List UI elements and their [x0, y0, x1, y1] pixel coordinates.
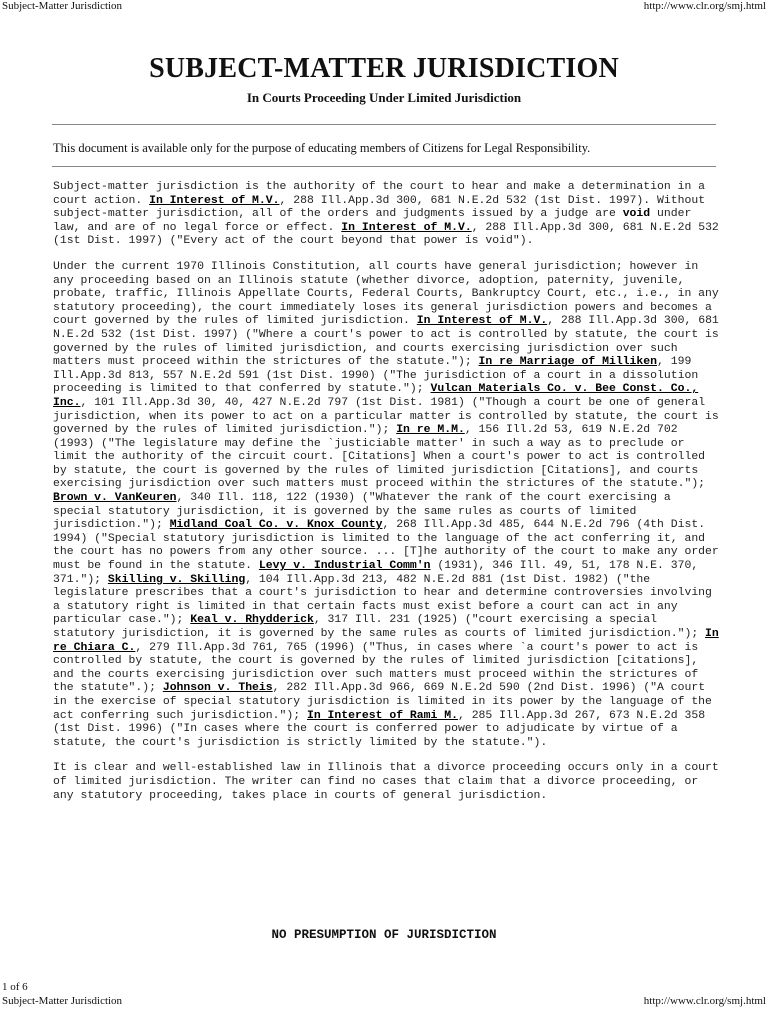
- text-span: , 199 Ill.App.3d 813, 557 N.E.2d 591 (1st Dist. 1990) ("The jurisdiction of a court in a dissolution proceeding is limited to that conferred by statute.");: [53, 355, 699, 396]
- text-span: , 288 Ill.App.3d 300, 681 N.E.2d 532 (1st Dist. 1997). Without subject-matter jurisdiction, all of the orders and judgments issued by a judge are: [53, 193, 706, 221]
- case-citation: In Interest of M.V.: [341, 220, 472, 234]
- text-span: , 156 Ill.2d 53, 619 N.E.2d 702 (1993) ("The legislature may define the `justiciable matter' in such a way as to preclude or limit the authority of the circuit court. [Citations] When a court's power to act is controlled by statute, the court is governed by the rules of limited jurisdiction [Citations], and courts exercising jurisdiction over such matters must proceed within the strictures of the statute.");: [53, 423, 706, 491]
- text-span: (1931), 346 Ill. 49, 51, 178 N.E. 370, 371.");: [53, 559, 699, 586]
- text-span: Under the current 1970 Illinois Constitution, all courts have general jurisdiction; however in any proceeding based on an Illinois statute (whether divorce, adoption, paternity, juvenile, probate, traffic, Illinois Appellate Courts, Federal Courts, Bankruptcy Court, etc., i.e., in any statutory proceeding), the court immediately loses its general jurisdiction powers and becomes a court governed by the rules of limited jurisdiction.: [53, 259, 719, 328]
- print-footer: [0, 995, 768, 1009]
- divider-top: [52, 124, 716, 125]
- header-title: Subject-Matter Jurisdiction: [2, 0, 123, 12]
- text-span: under law, and are of no legal force or effect.: [53, 207, 692, 234]
- case-citation: In Interest of M.V.: [416, 314, 548, 328]
- text-span: , 104 Ill.App.3d 213, 482 N.E.2d 881 (1st Dist. 1982) ("the legislature prescribes that a court's jurisdiction to hear and determine controversies involving a statutory right is limited in that certain facts must exist before a court can act in any particular case.");: [53, 572, 712, 627]
- paragraph-divorce: It is clear and well-established law in Illinois that a divorce proceeding occurs only in a court of limited jurisdiction. The writer can find no cases that claim that a divorce proceeding, or any statutory proceeding, takes place in courts of general jurisdiction.: [53, 761, 719, 802]
- case-citation: Vulcan Materials Co. v. Bee Const. Co., Inc.: [53, 382, 699, 409]
- case-citation: In Interest of Rami M.: [306, 708, 458, 722]
- paragraph-limited-jurisdiction: [53, 260, 721, 749]
- text-span: , 288 Ill.App.3d 300, 681 N.E.2d 532 (1st Dist. 1997) ("Where a court's power to act is controlled by statute, the court is governed by the rules of limited jurisdiction, and courts exercising jurisdiction over such matters must proceed within the strictures of the statute.");: [53, 314, 719, 369]
- case-citation: Midland Coal Co. v. Knox County: [169, 518, 383, 532]
- footer-url: http://www.clr.org/smj.html: [643, 995, 766, 1007]
- document-body: [53, 180, 721, 814]
- footer-title: Subject-Matter Jurisdiction: [2, 995, 123, 1007]
- text-span: Subject-matter jurisdiction is the authority of the court to hear and make a determination in a court action.: [53, 180, 706, 207]
- text-span: , 285 Ill.App.3d 267, 673 N.E.2d 358 (1st Dist. 1996) ("In cases where the court is conferred power to adjudicate by virtue of a statute, the court's jurisdiction is strictly limited by the statute.").: [53, 708, 706, 749]
- emphasis-void: void: [622, 207, 651, 221]
- case-citation: Keal v. Rhydderick: [190, 613, 314, 627]
- text-span: , 282 Ill.App.3d 966, 669 N.E.2d 590 (2nd Dist. 1996) ("A court in the exercise of special statutory jurisdiction is limited in its power by the language of the act conferring such jurisdiction.");: [53, 681, 712, 722]
- case-citation: In re Chiara C.: [53, 627, 719, 654]
- text-span: , 288 Ill.App.3d 300, 681 N.E.2d 532 (1st Dist. 1997) ("Every act of the court beyond that power is void").: [53, 220, 719, 248]
- text-span: , 317 Ill. 231 (1925) ("court exercising a special statutory jurisdiction, it is governed by the same rules as courts of limited jurisdiction.");: [53, 613, 706, 640]
- case-citation: Levy v. Industrial Comm'n: [258, 559, 431, 573]
- paragraph-definition: [53, 180, 721, 248]
- case-citation: Skilling v. Skilling: [107, 572, 246, 586]
- case-citation: Brown v. VanKeuren: [53, 491, 177, 505]
- case-citation: In re M.M.: [396, 423, 465, 437]
- text-span: , 279 Ill.App.3d 761, 765 (1996) ("Thus, in cases where `a court's power to act is controlled by statute, the court is governed by the rules of limited jurisdiction [citations], and the courts exercising jurisdiction over such matters must proceed within the strictures of the statute".);: [53, 640, 699, 695]
- page-number: 1 of 6: [2, 981, 28, 993]
- document-title: SUBJECT-MATTER JURISDICTION: [149, 53, 619, 84]
- section-heading: NO PRESUMPTION OF JURISDICTION: [271, 928, 497, 942]
- text-span: , 101 Ill.App.3d 30, 40, 427 N.E.2d 797 (1st Dist. 1981) ("Though a court be one of general jurisdiction, when its power to act on a particular matter is controlled by statute, the court is governed by the rules of limited jurisdiction.");: [53, 395, 719, 437]
- header-url: http://www.clr.org/smj.html: [643, 0, 766, 12]
- case-citation: Johnson v. Theis: [162, 681, 273, 695]
- case-citation: In re Marriage of Milliken: [478, 355, 658, 369]
- usage-notice: This document is available only for the purpose of educating members of Citizens for Legal Responsibility.: [53, 141, 591, 155]
- case-citation: In Interest of M.V.: [149, 193, 280, 207]
- divider-bottom: [52, 166, 716, 167]
- text-span: , 340 Ill. 118, 122 (1930) ("Whatever the rank of the court exercising a special statutory jurisdiction, it is governed by the same rules as courts of limited jurisdiction.");: [53, 491, 671, 532]
- print-header: [0, 0, 768, 14]
- document-subtitle: In Courts Proceeding Under Limited Jurisdiction: [246, 90, 522, 105]
- text-span: , 268 Ill.App.3d 485, 644 N.E.2d 796 (4th Dist. 1994) ("Special statutory jurisdiction is limited to the language of the act conferring it, and the court has no powers from any other source. ... [T]he authority of the court to make any order must be found in the statute.: [53, 518, 719, 573]
